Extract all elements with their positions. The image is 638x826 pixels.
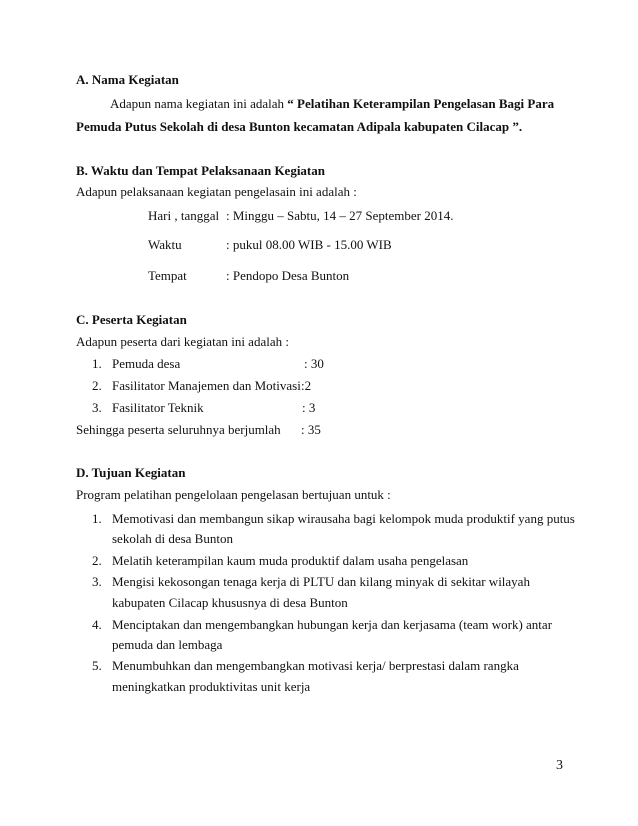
page-number: 3 <box>556 758 563 773</box>
goal-num: 3. <box>92 574 102 589</box>
section-d-intro: Program pelatihan pengelolaan pengelasan bertujuan untuk : <box>76 487 391 502</box>
section-c-heading: C. Peserta Kegiatan <box>76 312 187 327</box>
goal-num: 4. <box>92 617 102 632</box>
participant-label: Pemuda desa <box>112 356 181 371</box>
goal-line: pemuda dan lembaga <box>112 637 223 652</box>
goal-num: 5. <box>92 658 102 673</box>
section-b-heading: B. Waktu dan Tempat Pelaksanaan Kegiatan <box>76 163 325 178</box>
section-b-intro: Adapun pelaksanaan kegiatan pengelasain ini adalah : <box>76 184 357 199</box>
schedule-label-date: Hari , tanggal <box>148 208 220 223</box>
participant-value: : 30 <box>304 356 324 371</box>
goal-num: 2. <box>92 553 102 568</box>
section-a-heading: A. Nama Kegiatan <box>76 72 179 87</box>
participant-value: : 3 <box>302 400 316 415</box>
section-d-heading: D. Tujuan Kegiatan <box>76 465 186 480</box>
section-a-line1 <box>110 96 554 112</box>
participant-total-value: : 35 <box>301 422 321 437</box>
participant-total-label: Sehingga peserta seluruhnya berjumlah <box>76 422 281 437</box>
goal-line: Mengisi kekosongan tenaga kerja di PLTU dan kilang minyak di sekitar wilayah <box>112 574 530 589</box>
goal-line: Menciptakan dan mengembangkan hubungan kerja dan kerjasama (team work) antar <box>112 617 553 632</box>
schedule-value-time: : pukul 08.00 WIB - 15.00 WIB <box>226 237 392 252</box>
section-c-intro: Adapun peserta dari kegiatan ini adalah : <box>76 334 289 349</box>
goal-line: Memotivasi dan membangun sikap wirausaha bagi kelompok muda produktif yang putus <box>112 511 575 526</box>
goal-line: Melatih keterampilan kaum muda produktif dalam usaha pengelasan <box>112 553 469 568</box>
section-a-line1-prefix: Adapun nama kegiatan ini adalah <box>110 96 284 111</box>
goal-line: kabupaten Cilacap khususnya di desa Bunton <box>112 595 348 610</box>
schedule-label-place: Tempat <box>148 268 187 283</box>
participant-num: 1. <box>92 356 102 371</box>
goal-line: meningkatkan produktivitas unit kerja <box>112 679 311 694</box>
section-a-line2: Pemuda Putus Sekolah di desa Bunton kecamatan Adipala kabupaten Cilacap ”. <box>76 119 523 134</box>
schedule-value-date: : Minggu – Sabtu, 14 – 27 September 2014. <box>226 208 454 223</box>
participant-value: :2 <box>301 378 312 393</box>
goal-line: Menumbuhkan dan mengembangkan motivasi kerja/ berprestasi dalam rangka <box>112 658 519 673</box>
participant-num: 3. <box>92 400 102 415</box>
participant-label: Fasilitator Teknik <box>112 400 204 415</box>
section-a-line1-bold: “ Pelatihan Keterampilan Pengelasan Bagi Para <box>287 96 555 111</box>
goal-num: 1. <box>92 511 102 526</box>
schedule-label-time: Waktu <box>148 237 182 252</box>
participant-num: 2. <box>92 378 102 393</box>
goal-line: sekolah di desa Bunton <box>112 531 233 546</box>
schedule-value-place: : Pendopo Desa Bunton <box>226 268 350 283</box>
participant-label: Fasilitator Manajemen dan Motivasi <box>112 378 301 393</box>
